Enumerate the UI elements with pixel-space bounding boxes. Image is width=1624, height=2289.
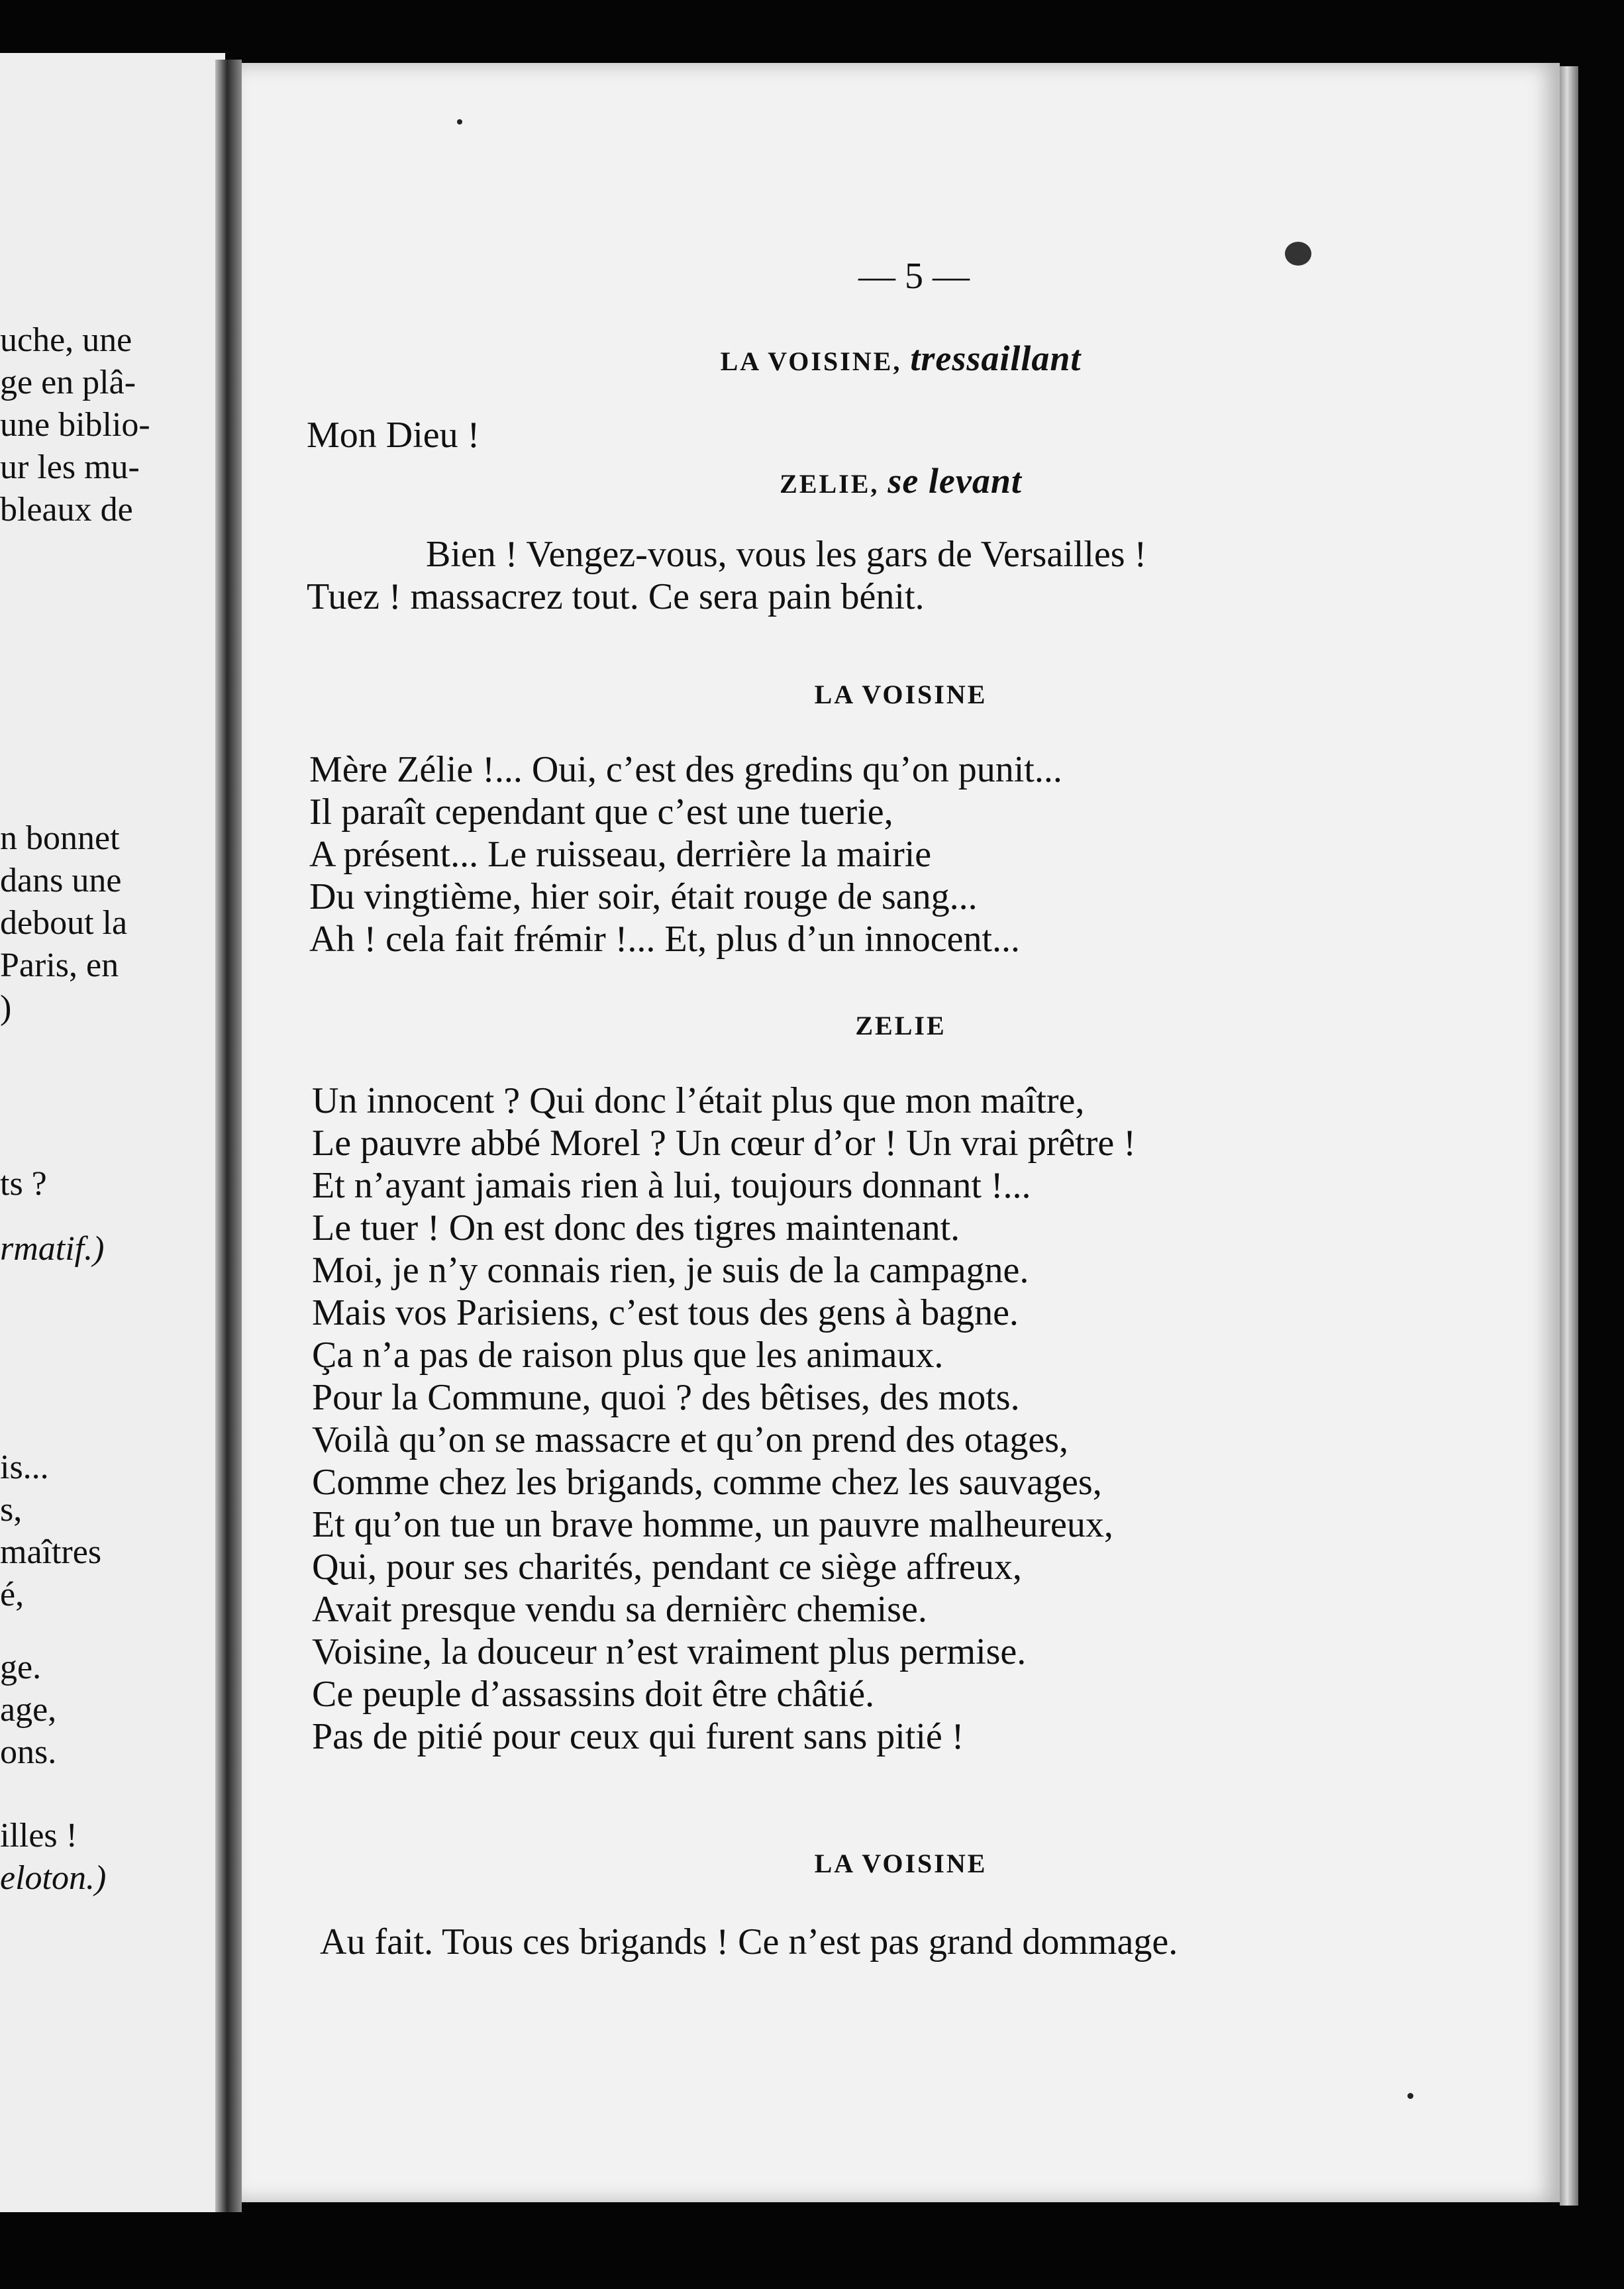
verse-line: Un innocent ? Qui donc l’était plus que mon maître,: [312, 1080, 1085, 1121]
verse-line: Du vingtième, hier soir, était rouge de sang...: [309, 876, 978, 917]
verse-line: Au fait. Tous ces brigands ! Ce n’est pas grand dommage.: [320, 1921, 1178, 1962]
verse-block: [307, 533, 1146, 618]
verse-line: Mère Zélie !... Oui, c’est des gredins qu’on punit...: [309, 749, 1062, 790]
verse-block: [312, 1080, 1136, 1758]
verse-line: Pour la Commune, quoi ? des bêtises, des mots.: [312, 1377, 1020, 1418]
verse-line: Avait presque vendu sa dernièrc chemise.: [312, 1589, 927, 1630]
speaker-name: ZELIE,: [780, 469, 880, 499]
verse-line: Pas de pitié pour ceux qui furent sans pitié !: [312, 1716, 964, 1757]
left-fragment: is...: [0, 1449, 49, 1486]
left-fragment: ge.: [0, 1649, 42, 1686]
verse-block: [309, 748, 1062, 960]
verse-block: [320, 1921, 1178, 1963]
verse-line: Ça n’a pas de raison plus que les animaux.: [312, 1335, 944, 1376]
speaker-heading: [242, 460, 1560, 501]
verse-line: A présent... Le ruisseau, derrière la mairie: [309, 834, 932, 875]
left-fragment: uche, une: [0, 321, 132, 359]
page-number: — 5 —: [858, 256, 970, 297]
left-fragment: ge en plâ-: [0, 364, 136, 401]
left-fragment: dans une: [0, 862, 122, 899]
left-fragment: illes !: [0, 1817, 77, 1855]
verse-line: Tuez ! massacrez tout. Ce sera pain bénit.: [307, 576, 925, 617]
book-spine: [215, 60, 242, 2212]
ink-speck: [1285, 242, 1311, 266]
speaker-heading: [242, 338, 1560, 379]
verse-line: Mais vos Parisiens, c’est tous des gens à bagne.: [312, 1292, 1019, 1333]
verse-line: Qui, pour ses charités, pendant ce siège affreux,: [312, 1547, 1022, 1588]
left-fragment: ts ?: [0, 1165, 47, 1203]
verse-line: Voilà qu’on se massacre et qu’on prend des otages,: [312, 1419, 1068, 1460]
verse-line: Ah ! cela fait frémir !... Et, plus d’un innocent...: [309, 919, 1020, 960]
verse-line: Et n’ayant jamais rien à lui, toujours donnant !...: [312, 1165, 1031, 1206]
left-fragment: maîtres: [0, 1533, 102, 1571]
speaker-name: LA VOISINE,: [720, 346, 902, 376]
speaker-name: LA VOISINE: [814, 680, 988, 709]
right-page: [242, 63, 1560, 2202]
speaker-name: LA VOISINE: [814, 1849, 988, 1878]
left-fragment: age,: [0, 1691, 57, 1729]
verse-line: Et qu’on tue un brave homme, un pauvre malheureux,: [312, 1504, 1113, 1545]
left-fragment: é,: [0, 1576, 25, 1613]
left-fragment: s,: [0, 1491, 23, 1529]
ink-speck: [1407, 2093, 1413, 2099]
verse-line: Ce peuple d’assassins doit être châtié.: [312, 1674, 875, 1715]
left-fragment: debout la: [0, 904, 128, 942]
verse-line: Bien ! Vengez-vous, vous les gars de Versailles !: [426, 534, 1147, 575]
verse-block: [307, 414, 480, 456]
left-fragment: n bonnet: [0, 819, 120, 857]
stage-direction: se levant: [888, 461, 1022, 501]
left-fragment: ur les mu-: [0, 448, 140, 486]
left-fragment: ): [0, 989, 12, 1027]
left-fragment: bleaux de: [0, 491, 133, 529]
left-fragment: rmatif.): [0, 1230, 105, 1268]
left-fragment: Paris, en: [0, 946, 119, 984]
ink-speck: [457, 119, 462, 125]
left-fragment: eloton.): [0, 1859, 107, 1897]
speaker-heading: [242, 1010, 1560, 1041]
stage-direction: tressaillant: [910, 338, 1082, 378]
speaker-name: ZELIE: [855, 1011, 946, 1041]
page-edge: [1560, 66, 1578, 2206]
speaker-heading: [242, 679, 1560, 710]
verse-line: Moi, je n’y connais rien, je suis de la campagne.: [312, 1250, 1029, 1291]
verse-line: Voisine, la douceur n’est vraiment plus permise.: [312, 1631, 1027, 1672]
verse-line: Il paraît cependant que c’est une tuerie,: [309, 791, 893, 833]
left-fragment: ons.: [0, 1733, 57, 1771]
left-page: [0, 53, 225, 2212]
verse-line: Le pauvre abbé Morel ? Un cœur d’or ! Un vrai prêtre !: [312, 1123, 1136, 1164]
verse-line: Comme chez les brigands, comme chez les sauvages,: [312, 1462, 1102, 1503]
left-fragment: une biblio-: [0, 406, 150, 444]
speaker-heading: [242, 1848, 1560, 1879]
verse-line: Le tuer ! On est donc des tigres maintenant.: [312, 1207, 960, 1248]
verse-line: Mon Dieu !: [307, 415, 480, 456]
